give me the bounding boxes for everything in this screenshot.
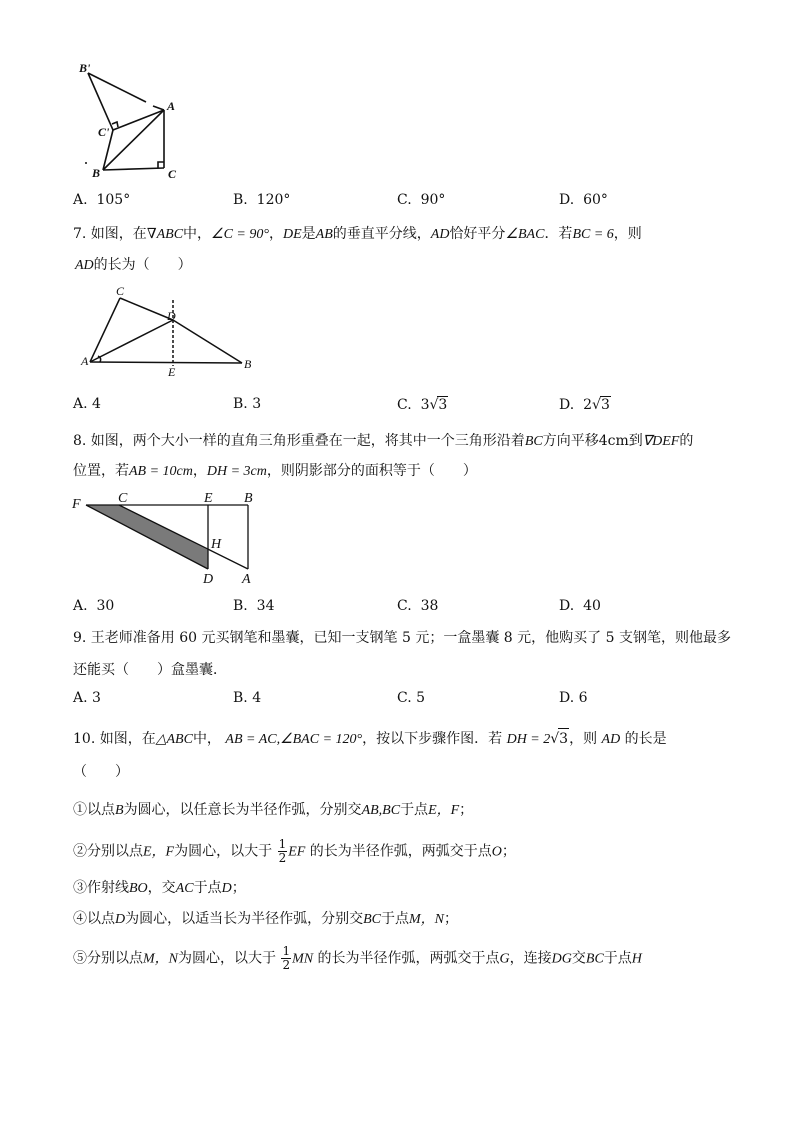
q6-option-c[interactable]: C. 90°: [397, 192, 446, 208]
q10-step-3: ③作射线BO，交AC于点D；: [73, 880, 246, 896]
q6-figure: [70, 60, 200, 185]
q6-label-c: C: [168, 167, 177, 181]
q9-stem-line2: 还能买（ ）盒墨囊．: [73, 662, 227, 678]
q7-option-b[interactable]: B. 3: [233, 396, 262, 412]
q6-label-b: B: [92, 166, 101, 180]
q8-option-d[interactable]: D. 40: [559, 598, 601, 614]
q10-step-4: ④以点D为圆心，以适当长为半径作弧，分别交BC于点M，N；: [73, 911, 459, 927]
q9-option-d[interactable]: D. 6: [559, 690, 588, 706]
q6-option-b[interactable]: B. 120°: [233, 192, 291, 208]
q8-label-e: E: [204, 491, 213, 506]
q7-label-e: E: [168, 365, 176, 379]
q9-option-b[interactable]: B. 4: [233, 690, 262, 706]
q7-option-d[interactable]: D. 2√3: [559, 397, 610, 413]
q7-stem-line2: AD的长为（ ）: [75, 257, 192, 273]
q8-label-f: F: [72, 497, 81, 512]
q10-stem-line1: 10. 如图，在△ABC中， AB = AC,∠BAC = 120°，按以下步骤作图．若 DH = 2√3，则 AD 的长是: [73, 728, 667, 750]
q7-label-c: C: [116, 284, 125, 298]
q7-figure: [78, 284, 268, 379]
q10-stem-line2: （ ）: [73, 764, 129, 780]
q9-stem-line1: 9. 王老师准备用 60 元买钢笔和墨囊，已知一支钢笔 5 元；一盒墨囊 8 元，他购买了 5 支钢笔，则他最多: [73, 630, 731, 646]
q8-label-d: D: [203, 572, 214, 587]
q7-label-a: A: [81, 354, 89, 368]
q8-option-c[interactable]: C. 38: [397, 598, 439, 614]
q10-step-5: ⑤分别以点M，N为圆心，以大于 $\frac{1}{2}$ MN 的长为半径作弧，两弧交于点G，连接DG交BC于点H: [73, 944, 642, 972]
q6-label-a: A: [167, 99, 176, 113]
q9-option-a[interactable]: A. 3: [73, 690, 101, 706]
q9-option-c[interactable]: C. 5: [397, 690, 426, 706]
q10-step-1: ①以点B为圆心，以任意长为半径作弧，分别交AB,BC于点E，F；: [73, 802, 474, 818]
q8-option-a[interactable]: A. 30: [73, 598, 115, 614]
q10-step5-fraction: $\frac{1}{2}$: [282, 944, 291, 972]
q8-label-c: C: [118, 491, 128, 506]
q8-stem-line1: 8. 如图，两个大小一样的直角三角形重叠在一起，将其中一个三角形沿着BC方向平移4cm到∇DEF的: [73, 433, 694, 449]
q8-label-a: A: [242, 572, 251, 587]
q7-label-b: B: [244, 357, 252, 371]
q8-stem-line2: 位置，若AB = 10cm，DH = 3cm，则阴影部分的面积等于（ ）: [73, 463, 477, 479]
q6-label-cprime: C': [98, 125, 110, 139]
q8-option-b[interactable]: B. 34: [233, 598, 275, 614]
q7-stem-line1: 7. 如图，在∇ABC中，∠C = 90°，DE是AB的垂直平分线，AD恰好平分∠BAC．若BC = 6，则: [73, 226, 642, 242]
q8-label-h: H: [211, 537, 222, 552]
q7-option-a[interactable]: A. 4: [73, 396, 101, 412]
q8-figure: [68, 488, 268, 588]
q6-option-d[interactable]: D. 60°: [559, 192, 608, 208]
q10-step2-fraction: $\frac{1}{2}$: [278, 837, 287, 865]
q8-label-b: B: [244, 491, 253, 506]
q7-option-c[interactable]: C. 3√3: [397, 397, 448, 413]
q7-label-d: D: [167, 309, 176, 323]
q10-step-2: ②分别以点E，F为圆心，以大于 $\frac{1}{2}$ EF 的长为半径作弧，两弧交于点O；: [73, 837, 516, 865]
q6-option-a[interactable]: A. 105°: [73, 192, 131, 208]
q6-label-bprime: B': [79, 61, 91, 75]
